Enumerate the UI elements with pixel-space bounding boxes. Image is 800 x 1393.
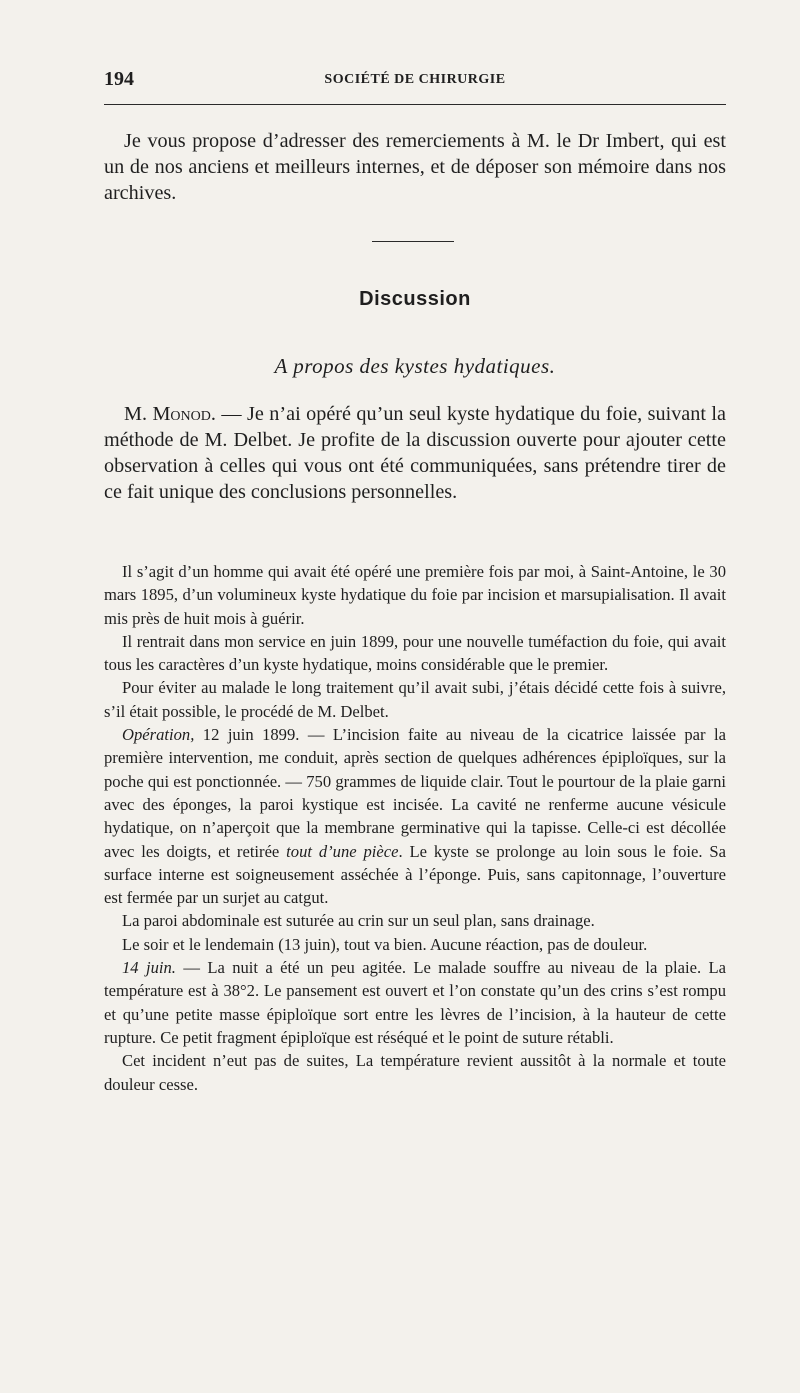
- june14-label: 14 juin.: [122, 958, 176, 978]
- section-subtitle: A propos des kystes hydatiques.: [274, 354, 556, 378]
- page-header: [104, 68, 726, 96]
- case-paragraph: Il s’agit d’un homme qui avait été opéré une première fois par moi, à Saint-Antoine, le 30 mars 1895, d’un volumineux kyste hydatique du foie par incision et marsupialisation. Il avait mis près de huit mois à guérir.: [104, 562, 726, 628]
- monod-text: — Je n’ai opéré qu’un seul kyste hydatique du foie, suivant la méthode de M. Delbet. Je profite de la discussion ouverte pour ajouter cette observation à celles qui vous ont été communiquées, sans prétendre tirer de ce fait unique des conclusions personnelles.: [104, 403, 727, 503]
- case-paragraph: Le soir et le lendemain (13 juin), tout va bien. Aucune réaction, pas de douleur.: [122, 934, 648, 954]
- operation-text-2: . Le kyste se prolonge au loin sous le foie. Sa surface interne est soigneusement asséchée à l’éponge. Puis, sans capitonnage, l’ouverture est fermée par un surjet au catgut.: [104, 841, 726, 908]
- monod-paragraph: [104, 401, 726, 505]
- operation-date: 12 juin 1899.: [194, 725, 300, 745]
- operation-paragraph: [104, 723, 726, 909]
- case-paragraph: Il rentrait dans mon service en juin 1899, pour une nouvelle tuméfaction du foie, qui avait tous les caractères d’un kyste hydatique, moins considérable que le premier.: [104, 631, 726, 675]
- operation-emphasis: tout d’une pièce: [286, 841, 399, 861]
- operation-label: Opération,: [122, 725, 195, 745]
- header-rule: [104, 104, 726, 105]
- operation-text-1: — L’incision faite au niveau de la cicatrice laissée par la première intervention, me conduit, après section de quelques adhérences épiploïques, sur la poche qui est ponctionnée. — 750 grammes de liquide clair. Tout le pourtour de la plaie garni avec des éponges, la paroi kystique est incisée. La cavité ne renferme aucune vésicule hydatique, on n’aperçoit que la membrane germinative qui la tapisse. Celle-ci est décollée avec les doigts, et retirée: [104, 725, 726, 861]
- intro-paragraph: Je vous propose d’adresser des remerciements à M. le Dr Imbert, qui est un de nos anciens et meilleurs internes, et de déposer son mémoire dans nos archives.: [104, 130, 726, 204]
- june14-text: — La nuit a été un peu agitée. Le malade souffre au niveau de la plaie. La température est à 38°2. Le pansement est ouvert et l’on constate qu’un des crins s’est rompu et qu’une petite masse épiploïque sort entre les lèvres de l’incision, à la hauteur de cette rupture. Ce petit fragment épiploïque est réséqué et le point de suture rétabli.: [104, 958, 726, 1047]
- page-number: 194: [104, 68, 134, 90]
- closing-paragraph: Cet incident n’eut pas de suites, La température revient aussitôt à la normale et toute douleur cesse.: [104, 1051, 726, 1094]
- case-paragraph: La paroi abdominale est suturée au crin sur un seul plan, sans drainage.: [122, 911, 595, 931]
- separator-rule: [372, 241, 454, 242]
- case-paragraph: Pour éviter au malade le long traitement qu’il avait subi, j’étais décidé cette fois à suivre, s’il était possible, le procédé de M. Delbet.: [104, 678, 726, 721]
- section-title: Discussion: [359, 288, 471, 310]
- case-report: [104, 560, 726, 1096]
- june14-paragraph: [104, 956, 726, 1049]
- speaker-name: M. Monod.: [124, 403, 216, 425]
- running-title: SOCIÉTÉ DE CHIRURGIE: [324, 72, 506, 87]
